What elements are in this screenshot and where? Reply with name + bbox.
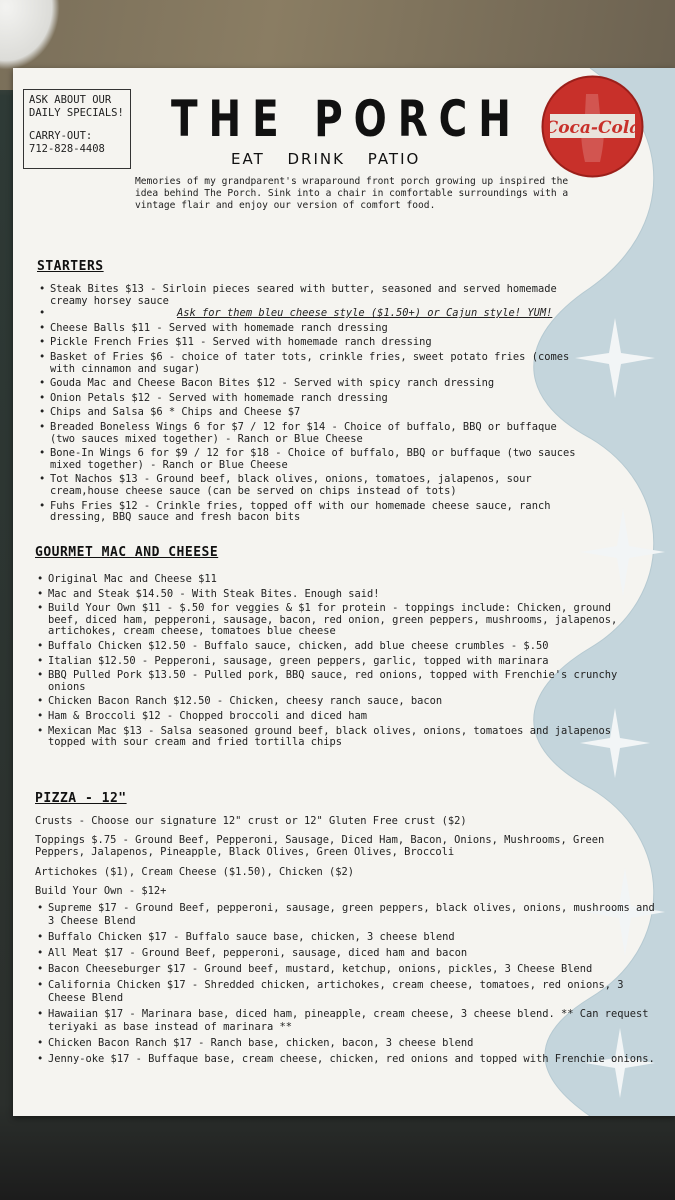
list-item: • Chips and Salsa $6 * Chips and Cheese $7 [37, 407, 577, 419]
pizza-toppings: Toppings $.75 - Ground Beef, Pepperoni, Sausage, Diced Ham, Bacon, Onions, Mushrooms, Green Peppers, Jalapenos, Pineapple, Black Olives, Green Olives, Broccoli [35, 834, 605, 858]
list-item: • Mexican Mac $13 - Salsa seasoned ground beef, black olives, onions, tomatoes and jalapenos topped with sour cream and fried tortilla chips [35, 726, 647, 749]
pizza-build: Build Your Own - $12+ [35, 885, 167, 897]
list-item: • Steak Bites $13 - Sirloin pieces seared with butter, seasoned and served homemade creamy horsey sauce [37, 284, 577, 307]
list-item: • Gouda Mac and Cheese Bacon Bites $12 - Served with spicy ranch dressing [37, 378, 577, 390]
list-item: • BBQ Pulled Pork $13.50 - Pulled pork, BBQ sauce, red onions, topped with Frenchie's crunchy onions [35, 670, 647, 693]
page-title: THE PORCH [171, 90, 522, 148]
page-subtitle: EAT DRINK PATIO [231, 150, 421, 168]
list-item: • Original Mac and Cheese $11 [35, 574, 647, 586]
list-item: • Tot Nachos $13 - Ground beef, black olives, onions, tomatoes, jalapenos, sour cream,house cheese sauce (can be served on chips instead of tots) [37, 474, 577, 497]
list-item: • Buffalo Chicken $17 - Buffalo sauce base, chicken, 3 cheese blend [35, 931, 657, 944]
list-item: • Cheese Balls $11 - Served with homemade ranch dressing [37, 323, 577, 335]
list-item: • Jenny-oke $17 - Buffaque base, cream cheese, chicken, red onions and topped with Frenchie onions. [35, 1053, 657, 1066]
pizza-extras: Artichokes ($1), Cream Cheese ($1.50), Chicken ($2) [35, 866, 355, 878]
starters-list [37, 284, 577, 527]
starters-note [37, 308, 577, 320]
pizza-list [35, 902, 657, 1069]
list-item: • Ham & Broccoli $12 - Chopped broccoli and diced ham [35, 711, 647, 723]
list-item: • Breaded Boneless Wings 6 for $7 / 12 for $14 - Choice of buffalo, BBQ or buffaque (two sauces mixed together) - Ranch or Blue Cheese [37, 422, 577, 445]
list-item: • Bone-In Wings 6 for $9 / 12 for $18 - Choice of buffalo, BBQ or buffaque (two sauces mixed together) - Ranch or Blue Cheese [37, 448, 577, 471]
starters-heading: STARTERS [37, 259, 104, 274]
list-item: • Chicken Bacon Ranch $12.50 - Chicken, cheesy ranch sauce, bacon [35, 696, 647, 708]
carryout-phone: 712-828-4408 [29, 143, 105, 155]
list-item: • Mac and Steak $14.50 - With Steak Bites. Enough said! [35, 589, 647, 601]
intro-text: Memories of my grandparent's wraparound front porch growing up inspired the idea behind The Porch. Sink into a chair in comfortable surroundings with a vintage flair and enjoy our version of comfort food. [135, 176, 569, 211]
mac-list [35, 574, 647, 752]
list-item: • Onion Petals $12 - Served with homemade ranch dressing [37, 393, 577, 405]
list-item: • Build Your Own $11 - $.50 for veggies & $1 for protein - toppings include: Chicken, ground beef, diced ham, pepperoni, sausage, bacon, red onion, green peppers, mushrooms, jalapenos, artichokes, cream cheese, tomatoes blue cheese [35, 603, 647, 638]
list-item: • Pickle French Fries $11 - Served with homemade ranch dressing [37, 337, 577, 349]
list-item: • Hawaiian $17 - Marinara base, diced ham, pineapple, cream cheese, 3 cheese blend. ** Can request teriyaki as base instead of marinara ** [35, 1008, 657, 1034]
note-text: Ask for them bleu cheese style ($1.50+) or Cajun style! YUM! [177, 307, 553, 320]
list-item: • Chicken Bacon Ranch $17 - Ranch base, chicken, bacon, 3 cheese blend [35, 1037, 657, 1050]
list-item: • Italian $12.50 - Pepperoni, sausage, green peppers, garlic, topped with marinara [35, 656, 647, 668]
coca-cola-logo [540, 74, 645, 179]
mac-heading: GOURMET MAC AND CHEESE [35, 545, 219, 560]
pizza-heading: PIZZA - 12" [35, 791, 127, 806]
list-item: • Bacon Cheeseburger $17 - Ground beef, mustard, ketchup, onions, pickles, 3 Cheese Blend [35, 963, 657, 976]
carryout-label: CARRY-OUT: [29, 130, 93, 142]
list-item: • Buffalo Chicken $12.50 - Buffalo sauce, chicken, add blue cheese crumbles - $.50 [35, 641, 647, 653]
menu-sheet [13, 68, 675, 1116]
specials-line-2: DAILY SPECIALS! [29, 107, 124, 119]
list-item: • Supreme $17 - Ground Beef, pepperoni, sausage, green peppers, black olives, onions, mushrooms and 3 Cheese Blend [35, 902, 657, 928]
napkin [0, 0, 60, 70]
list-item: • Fuhs Fries $12 - Crinkle fries, topped off with our homemade cheese sauce, ranch dressing, BBQ sauce and fresh bacon bits [37, 501, 577, 524]
specials-line-1: ASK ABOUT OUR [29, 94, 112, 106]
list-item: • Basket of Fries $6 - choice of tater tots, crinkle fries, sweet potato fries (comes with cinnamon and sugar) [37, 352, 577, 375]
list-item: • California Chicken $17 - Shredded chicken, artichokes, cream cheese, tomatoes, red onions, 3 Cheese Blend [35, 979, 657, 1005]
list-item: • All Meat $17 - Ground Beef, pepperoni, sausage, diced ham and bacon [35, 947, 657, 960]
coca-cola-logo-text: Coca-Cola [544, 118, 641, 138]
pizza-crusts: Crusts - Choose our signature 12" crust or 12" Gluten Free crust ($2) [35, 815, 467, 827]
specials-box [23, 89, 131, 169]
